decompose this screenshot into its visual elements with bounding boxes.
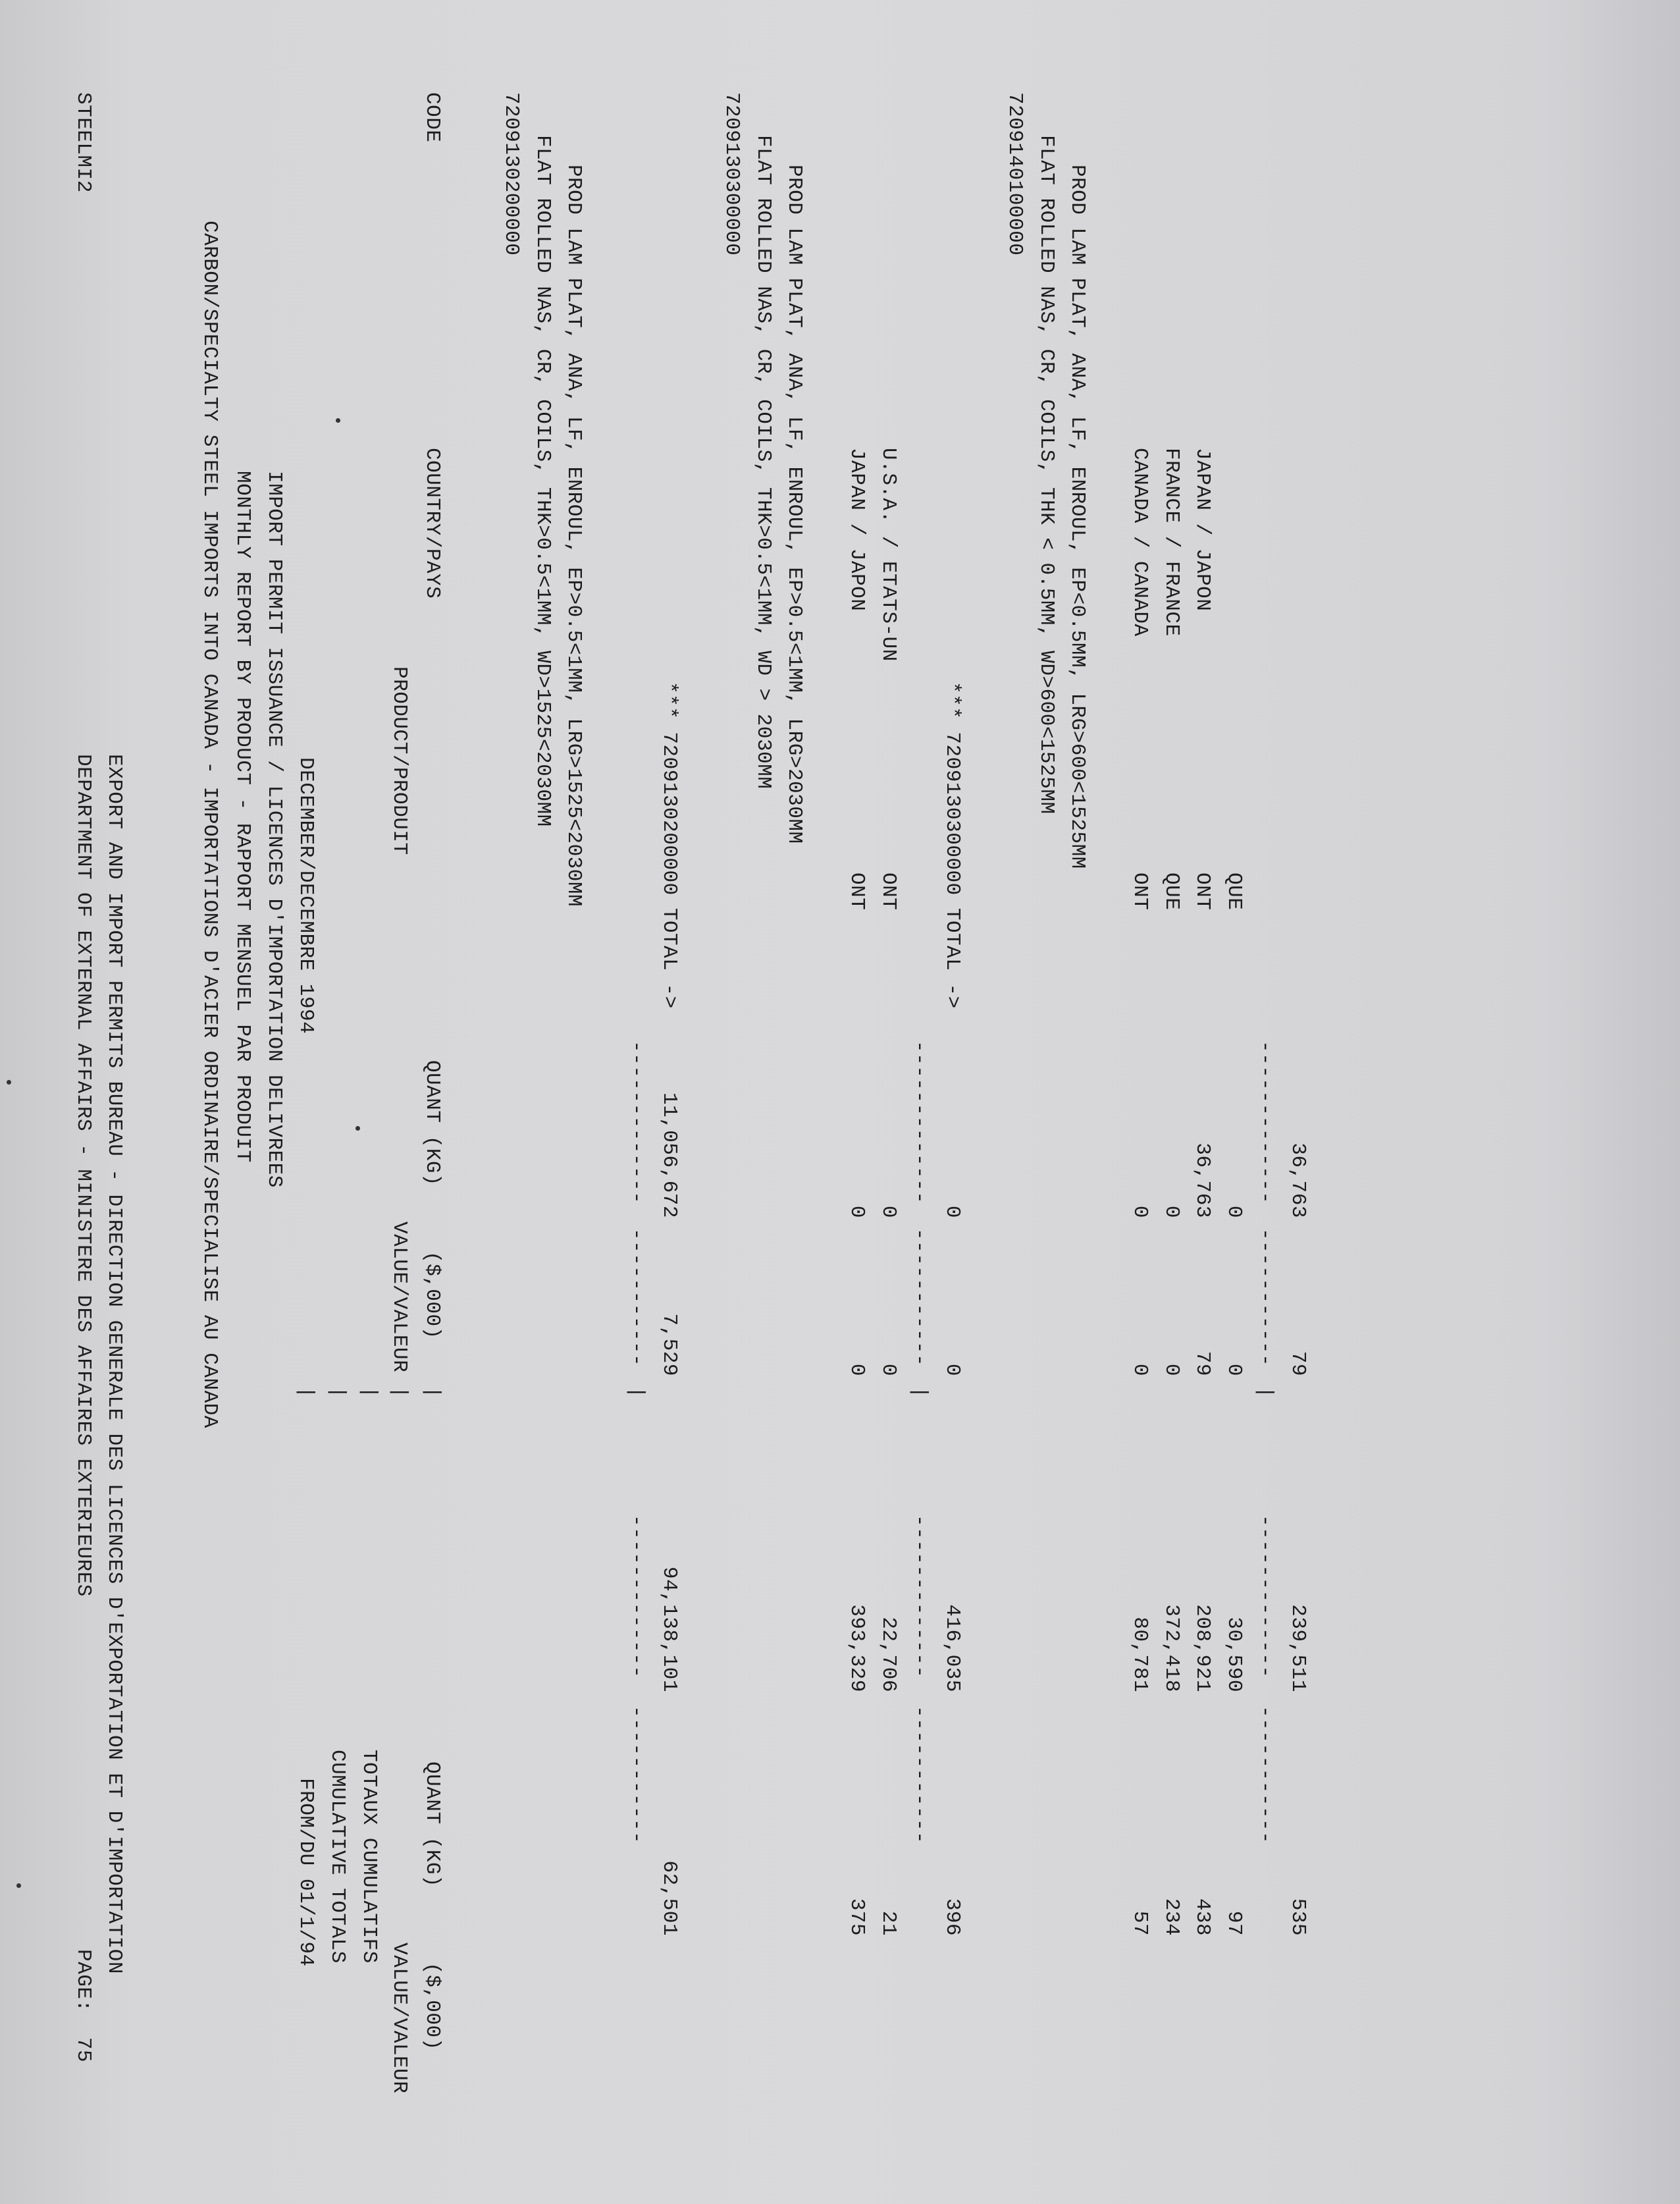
row-value: 0 bbox=[1222, 1363, 1246, 1376]
row-quant: 0 bbox=[1128, 1205, 1151, 1218]
section-code: 7209130300000 bbox=[720, 92, 743, 256]
row-quant: 0 bbox=[877, 1205, 900, 1218]
bar-1: | bbox=[294, 1386, 317, 1399]
total-quant: 0 bbox=[941, 1205, 964, 1218]
dash-cum-quant: ------------- bbox=[625, 1515, 648, 1679]
col-cum-value: VALUE/VALEUR bbox=[388, 1943, 411, 2094]
dash-quant: ------------- bbox=[908, 1040, 931, 1204]
row-cum-value: 438 bbox=[1191, 1898, 1214, 1936]
cumulative-totals: CUMULATIVE TOTALS bbox=[326, 1750, 349, 1964]
bar: | bbox=[625, 1386, 648, 1399]
row-quant: 0 bbox=[1222, 1205, 1246, 1218]
dash-quant: ------------- bbox=[625, 1040, 648, 1204]
total-quant: 36,763 bbox=[1286, 1142, 1309, 1218]
bureau-line: EXPORT AND IMPORT PERMITS BUREAU - DIRECTION GENERALE DES LICENCES D'EXPORTATION ET D'IMPORTATION bbox=[103, 754, 126, 1974]
col-cum-value-unit: ($,000) bbox=[421, 1962, 444, 2051]
row-country: U.S.A. / ETATS-UN bbox=[877, 448, 900, 662]
row-prov: ONT bbox=[1191, 873, 1214, 911]
row-cum-quant: 208,921 bbox=[1191, 1604, 1214, 1692]
total-value: 7,529 bbox=[658, 1313, 681, 1376]
dept-line: DEPARTMENT OF EXTERNAL AFFAIRS - MINISTERE DES AFFAIRES EXTERIEURES bbox=[72, 754, 95, 1597]
row-prov: ONT bbox=[845, 873, 868, 911]
section-code: 7209130200000 bbox=[500, 92, 523, 256]
row-cum-value: 375 bbox=[845, 1898, 868, 1936]
row-cum-quant: 393,329 bbox=[845, 1604, 868, 1692]
period: DECEMBER/DECEMBRE 1994 bbox=[294, 757, 317, 1035]
row-country: CANADA / CANADA bbox=[1128, 448, 1151, 637]
col-value-unit: ($,000) bbox=[421, 1251, 444, 1339]
totaux-cumulatifs: TOTAUX CUMULATIFS bbox=[357, 1750, 381, 1964]
col-value: VALUE/VALEUR bbox=[388, 1222, 411, 1373]
row-cum-value: 97 bbox=[1222, 1910, 1246, 1936]
total-quant: 11,056,672 bbox=[658, 1092, 681, 1218]
scan-speck bbox=[16, 1883, 21, 1888]
row-value: 79 bbox=[1191, 1351, 1214, 1376]
row-country: FRANCE / FRANCE bbox=[1160, 448, 1183, 637]
row-cum-value: 234 bbox=[1160, 1898, 1183, 1936]
row-country: JAPAN / JAPON bbox=[1191, 448, 1214, 612]
row-prov: ONT bbox=[877, 873, 900, 911]
total-cum-quant: 94,138,101 bbox=[658, 1566, 681, 1692]
section-code: 7209140100000 bbox=[1003, 92, 1026, 256]
row-quant: 0 bbox=[845, 1205, 868, 1218]
total-cum-quant: 239,511 bbox=[1286, 1604, 1309, 1692]
bar-5: | bbox=[421, 1386, 444, 1399]
row-value: 0 bbox=[845, 1363, 868, 1376]
dash-cum-value: ----------- bbox=[625, 1706, 648, 1844]
row-value: 0 bbox=[1128, 1363, 1151, 1376]
section-desc-fr: PROD LAM PLAT, ANA, LF, ENROUL, EP<0.5MM, LRG>600<1525MM bbox=[1066, 165, 1089, 869]
monthly-line: MONTHLY REPORT BY PRODUCT - RAPPORT MENSUEL PAR PRODUIT bbox=[231, 471, 254, 1163]
col-country: COUNTRY/PAYS bbox=[421, 448, 444, 599]
col-code: CODE bbox=[421, 92, 444, 143]
section-desc-en: FLAT ROLLED NAS, CR, COILS, THK>0.5<1MM, WD > 2030MM bbox=[752, 135, 775, 790]
scan-speck bbox=[336, 418, 340, 423]
dash-cum-value: ----------- bbox=[1253, 1706, 1276, 1844]
row-prov: QUE bbox=[1222, 873, 1246, 911]
dash-cum-quant: ------------- bbox=[1253, 1515, 1276, 1679]
row-prov: ONT bbox=[1128, 873, 1151, 911]
row-cum-quant: 372,418 bbox=[1160, 1604, 1183, 1692]
section-desc-fr: PROD LAM PLAT, ANA, LF, ENROUL, EP>0.5<1MM, LRG>2030MM bbox=[783, 165, 806, 844]
bar: | bbox=[1253, 1386, 1276, 1399]
total-value: 79 bbox=[1286, 1351, 1309, 1376]
col-cum-quant: QUANT (KG) bbox=[421, 1761, 444, 1888]
dash-cum-quant: ------------- bbox=[908, 1515, 931, 1679]
page-number: PAGE: 75 bbox=[72, 1949, 95, 2062]
dash-value: ----------- bbox=[908, 1228, 931, 1367]
dash-cum-value: ----------- bbox=[908, 1706, 931, 1844]
dash-value: ----------- bbox=[625, 1228, 648, 1367]
row-country: JAPAN / JAPON bbox=[845, 448, 868, 612]
dash-value: ----------- bbox=[1253, 1228, 1276, 1367]
permit-line: IMPORT PERMIT ISSUANCE / LICENCES D'IMPORTATION DELIVREES bbox=[263, 471, 286, 1188]
total-cum-value: 535 bbox=[1286, 1898, 1309, 1936]
bar-2: | bbox=[326, 1386, 349, 1399]
row-cum-quant: 30,590 bbox=[1222, 1617, 1246, 1692]
scan-speck bbox=[355, 1126, 360, 1131]
total-cum-value: 396 bbox=[941, 1898, 964, 1936]
bar-3: | bbox=[357, 1386, 381, 1399]
row-cum-value: 21 bbox=[877, 1910, 900, 1936]
row-cum-value: 57 bbox=[1128, 1910, 1151, 1936]
section-desc-en: FLAT ROLLED NAS, CR, COILS, THK < 0.5MM, WD>600<1525MM bbox=[1035, 135, 1058, 815]
title-line: CARBON/SPECIALTY STEEL IMPORTS INTO CANADA - IMPORTATIONS D'ACIER ORDINAIRE/SPECIALISE AU CANADA bbox=[198, 221, 221, 1428]
col-quant: QUANT (KG) bbox=[421, 1060, 444, 1187]
total-cum-quant: 416,035 bbox=[941, 1604, 964, 1692]
from-du: FROM/DU 01/1/94 bbox=[294, 1778, 317, 1967]
total-label: *** 7209130200000 TOTAL -> bbox=[658, 682, 681, 1009]
total-value: 0 bbox=[941, 1363, 964, 1376]
row-value: 0 bbox=[1160, 1363, 1183, 1376]
row-cum-quant: 22,706 bbox=[877, 1617, 900, 1692]
section-desc-fr: PROD LAM PLAT, ANA, LF, ENROUL, EP>0.5<1MM, LRG>1525<2030MM bbox=[562, 165, 585, 907]
row-quant: 0 bbox=[1160, 1205, 1183, 1218]
row-quant: 36,763 bbox=[1191, 1142, 1214, 1218]
dash-quant: ------------- bbox=[1253, 1040, 1276, 1204]
row-prov: QUE bbox=[1160, 873, 1183, 911]
row-cum-quant: 80,781 bbox=[1128, 1617, 1151, 1692]
total-cum-value: 62,501 bbox=[658, 1860, 681, 1936]
col-product: PRODUCT/PRODUIT bbox=[388, 666, 411, 855]
bar-4: | bbox=[388, 1386, 411, 1399]
report-id: STEELMI2 bbox=[72, 92, 95, 193]
row-value: 0 bbox=[877, 1363, 900, 1376]
bar: | bbox=[908, 1386, 931, 1399]
total-label: *** 7209130300000 TOTAL -> bbox=[941, 682, 964, 1009]
section-desc-en: FLAT ROLLED NAS, CR, COILS, THK>0.5<1MM, WD>1525<2030MM bbox=[531, 135, 554, 827]
scan-speck bbox=[7, 1080, 11, 1085]
